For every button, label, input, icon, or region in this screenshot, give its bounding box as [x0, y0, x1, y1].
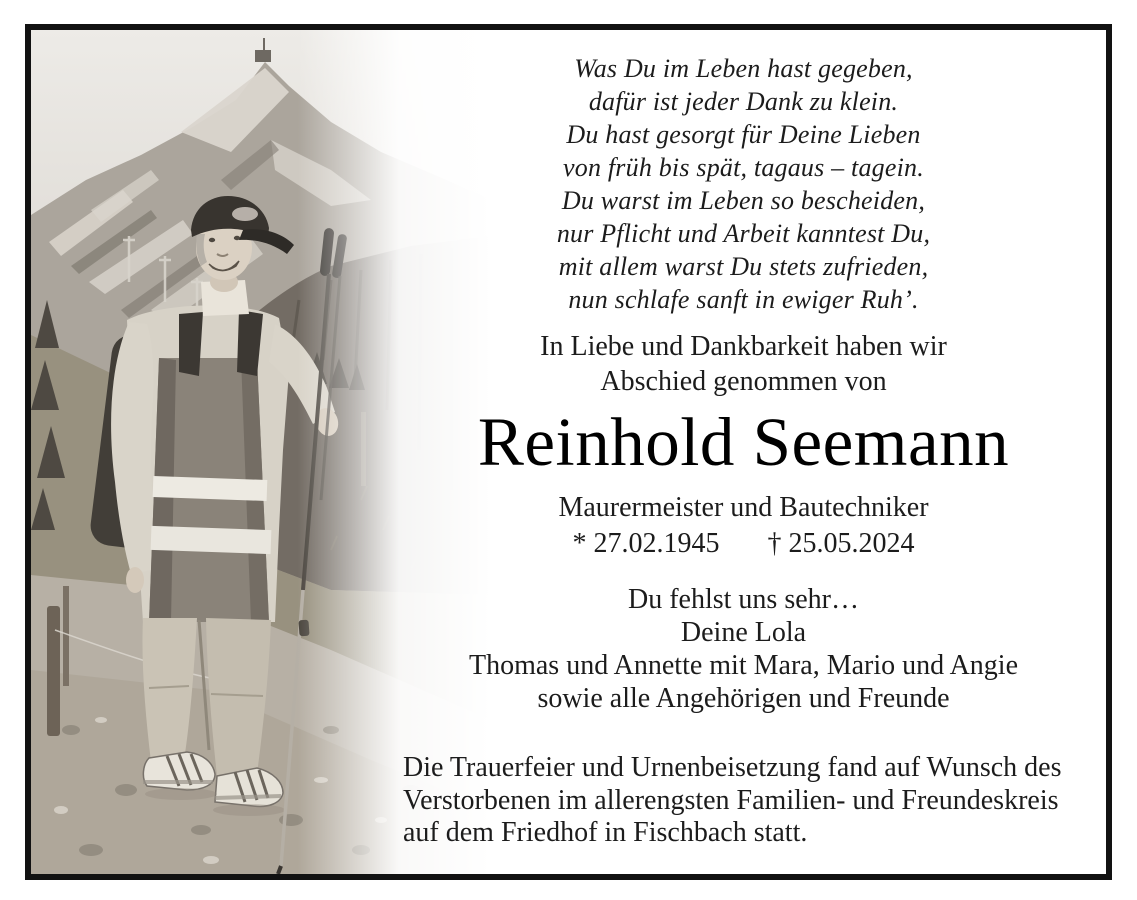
birth-date: * 27.02.1945	[572, 528, 720, 559]
life-dates	[381, 527, 1106, 560]
poem-line: Du warst im Leben so bescheiden,	[561, 186, 926, 215]
mourners-line: Deine Lola	[680, 617, 807, 648]
notice-text	[381, 30, 1106, 874]
farewell-intro	[381, 329, 1106, 399]
poem-line: von früh bis spät, tagaus – tagein.	[563, 153, 924, 182]
poem-line: nur Pflicht und Arbeit kanntest Du,	[556, 219, 931, 248]
intro-line: In Liebe und Dankbarkeit haben wir	[540, 331, 947, 362]
poem-line: nun schlafe sanft in ewiger Ruh’.	[568, 285, 919, 314]
poem-line: mit allem warst Du stets zufrieden,	[558, 252, 929, 281]
funeral-line: auf dem Friedhof in Fischbach statt.	[403, 817, 808, 848]
notice-frame	[25, 24, 1112, 880]
memorial-poem	[381, 52, 1106, 316]
poem-line: dafür ist jeder Dank zu klein.	[588, 87, 899, 116]
mourners-block	[381, 583, 1106, 715]
mourners-line: sowie alle Angehörigen und Freunde	[537, 683, 950, 714]
intro-line: Abschied genommen von	[600, 366, 887, 397]
mourners-line: Du fehlst uns sehr…	[628, 584, 859, 615]
funeral-line: Verstorbenen im allerengsten Familien- und Freundeskreis	[403, 784, 1059, 816]
deceased-name: Reinhold Seemann	[477, 404, 1010, 480]
funeral-note	[381, 752, 1106, 850]
funeral-line: Die Trauerfeier und Urnenbeisetzung fand auf Wunsch des	[403, 752, 1062, 783]
poem-line: Du hast gesorgt für Deine Lieben	[566, 120, 921, 149]
deceased-profession: Maurermeister und Bautechniker	[558, 492, 929, 523]
mourners-line: Thomas und Annette mit Mara, Mario und Angie	[468, 650, 1019, 681]
poem-line: Was Du im Leben hast gegeben,	[574, 54, 913, 83]
death-date: † 25.05.2024	[767, 528, 915, 559]
